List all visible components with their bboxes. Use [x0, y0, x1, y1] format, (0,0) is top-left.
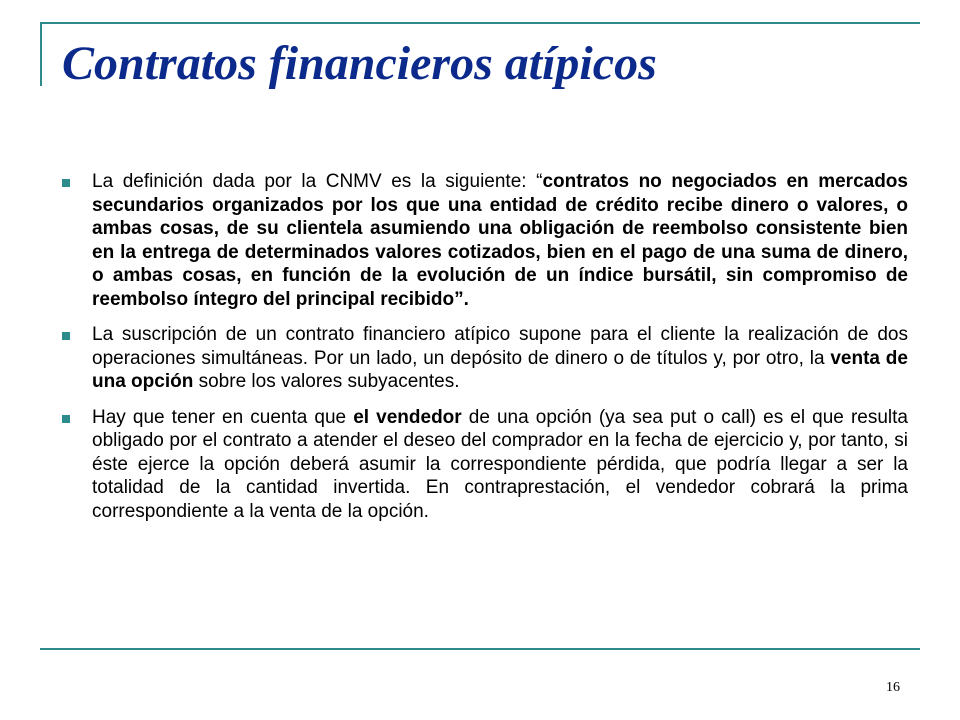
- square-bullet-icon: [62, 415, 70, 423]
- page-number: 16: [886, 680, 900, 695]
- bullet-text-segment: Hay que tener en cuenta que: [92, 406, 354, 428]
- bullet-text-segment: La suscripción de un contrato financiero atípico supone para el cliente la realización de dos operaciones simultáneas. Por un lado, un depósito de dinero o de títulos y, por otro, la: [92, 324, 908, 369]
- bullet-item-2: [60, 323, 908, 394]
- bullet-item-1: [60, 170, 908, 311]
- bullet-text-bold-segment: contratos no negociados en mercados secundarios organizados por los que una entidad de crédito recibe dinero o valores, o ambas cosas, de su clientela asumiendo una obligación de reembolso consistente bien en la entrega de determinados valores cotizados, bien en el pago de una suma de dinero, o ambas cosas, en función de la evolución de un índice bursátil, sin compromiso de reembolso íntegro del principal recibido”.: [92, 171, 908, 310]
- square-bullet-icon: [62, 332, 70, 340]
- left-rule: [40, 22, 42, 86]
- slide-title: Contratos financieros atípicos: [62, 37, 657, 90]
- bullet-text-segment: de una opción (ya sea put o call) es el que resulta obligado por el contrato a atender el deseo del comprador en la fecha de ejercicio y, por tanto, si éste ejerce la opción deberá asumir la correspondiente pérdida, que podría llegar a ser la totalidad de la cantidad invertida. En contraprestación, el vendedor cobrará la prima correspondiente a la venta de la opción.: [92, 406, 908, 522]
- square-bullet-icon: [62, 179, 70, 187]
- bottom-rule: [40, 648, 920, 650]
- bullet-item-3: [60, 406, 908, 524]
- top-rule: [40, 22, 920, 24]
- bullet-list: [60, 170, 908, 535]
- bullet-text-segment: sobre los valores subyacentes.: [193, 371, 460, 392]
- bullet-text-bold-segment: venta de una opción: [92, 347, 908, 392]
- bullet-text-segment: La definición dada por la CNMV es la siguiente: “: [92, 171, 543, 192]
- bullet-text-bold-segment: el vendedor: [353, 406, 462, 428]
